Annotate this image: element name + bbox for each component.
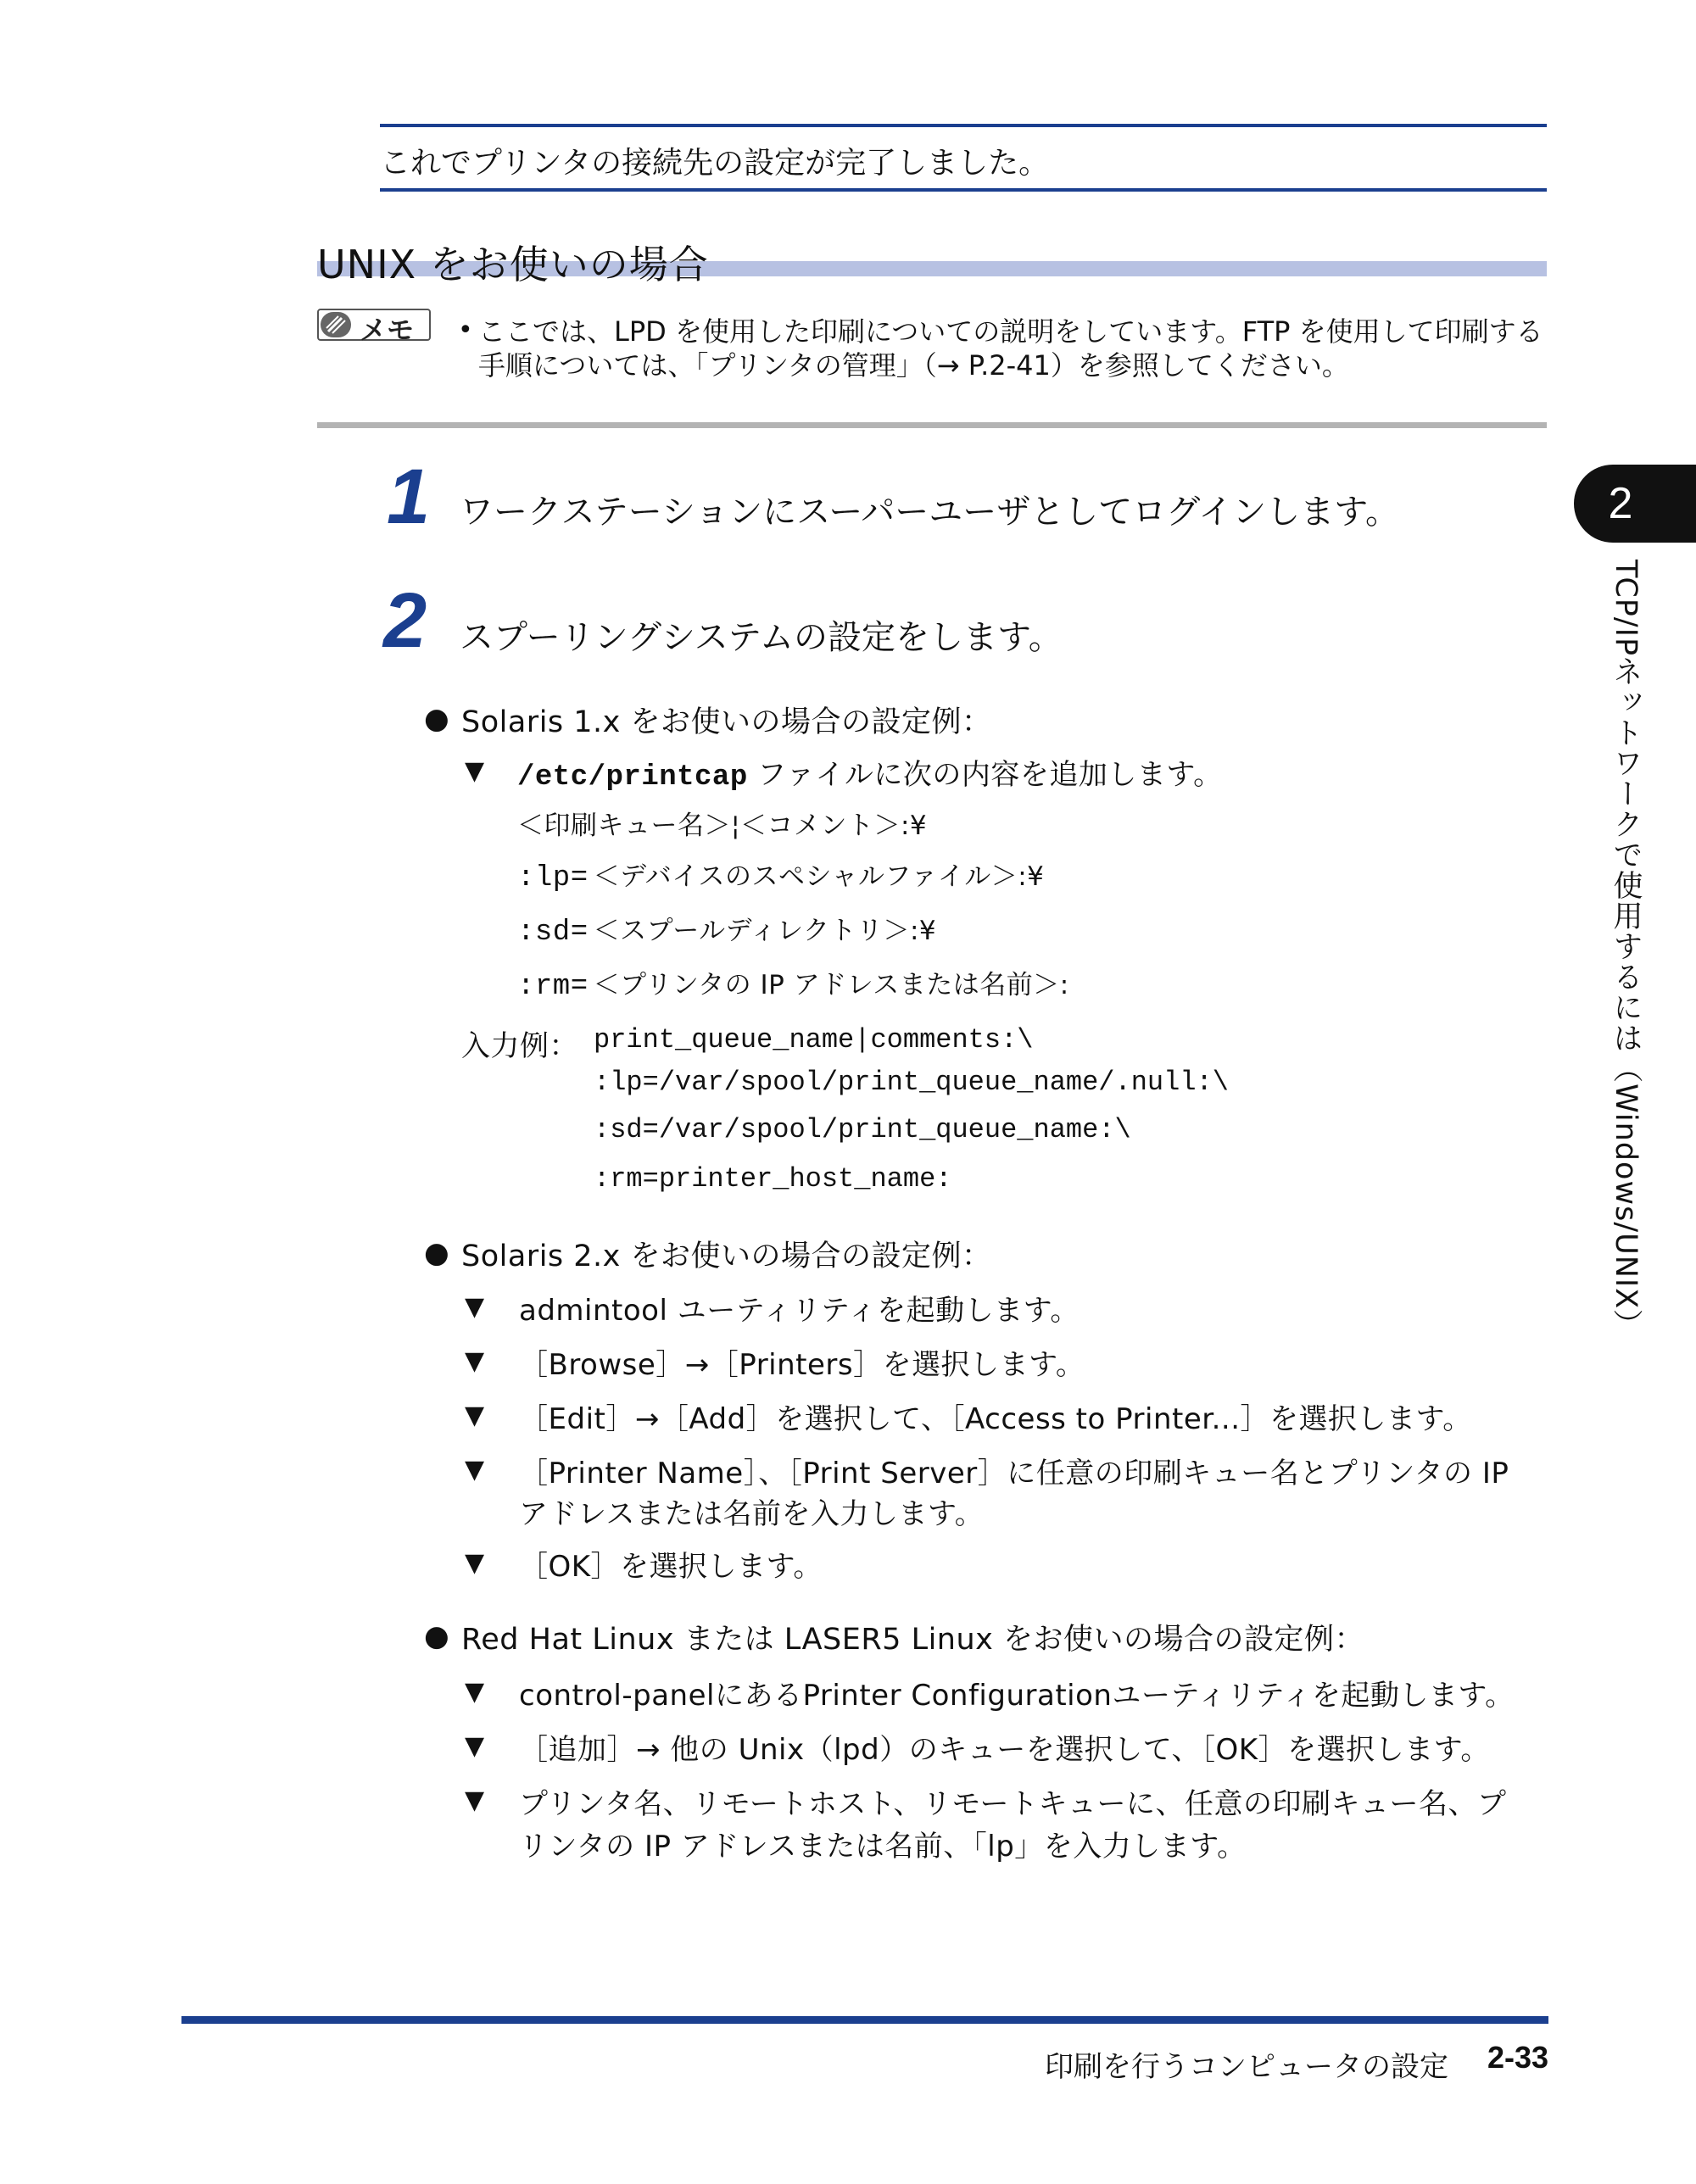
step-text: スプーリングシステムの設定をします。 [460,618,1063,657]
solaris1-heading: Solaris 1.x をお使いの場合の設定例： [461,705,992,739]
triangle-bullet-icon: ▼ [465,1731,485,1761]
chapter-number: 2 [1608,479,1633,528]
memo-badge [317,309,431,346]
triangle-bullet-icon: ▼ [465,1677,485,1707]
solaris2-item: ［Printer Name］、［Print Server］に任意の印刷キュー名とプリンタの IP [519,1457,1509,1490]
printcap-line: ＜印刷キュー名＞¦＜コメント＞:¥ [517,811,928,841]
solaris2-item: admintool ユーティリティを起動します。 [519,1294,1080,1328]
triangle-bullet-icon: ▼ [465,1346,485,1376]
pencil-icon [321,312,351,337]
triangle-bullet-icon: ▼ [465,1786,485,1815]
bullet-icon: ● [424,1236,449,1270]
redhat-item: control-panelにあるPrinter Configurationユーティリティを起動します。 [519,1679,1515,1713]
redhat-item-continued: リンタの IP アドレスまたは名前、「lp」を入力します。 [519,1830,1247,1864]
redhat-item: プリンタ名、リモートホスト、リモートキューに、任意の印刷キュー名、プ [519,1787,1507,1821]
section-title: UNIX をお使いの場合 [317,242,709,287]
chapter-tab [1574,465,1696,543]
redhat-heading: Red Hat Linux または LASER5 Linux をお使いの場合の設定例： [461,1623,1365,1657]
step-number: 2 [383,577,427,664]
solaris2-heading: Solaris 2.x をお使いの場合の設定例： [461,1240,992,1273]
triangle-bullet-icon: ▼ [465,1401,485,1430]
example-code-line: :rm=printer_host_name: [594,1163,952,1195]
completion-text: これでプリンタの接続先の設定が完了しました。 [380,146,1050,181]
completion-box [380,124,1547,192]
solaris2-item: ［OK］を選択します。 [519,1550,823,1584]
solaris2-item-continued: アドレスまたは名前を入力します。 [519,1497,985,1531]
memo-text-line: ここでは、LPD を使用した印刷についての説明をしています。FTP を使用して印刷する [478,315,1543,348]
printcap-instruction [517,751,1223,794]
bullet-icon: ● [424,1619,449,1653]
printcap-file: /etc/printcap [517,761,748,794]
memo-label: メモ [360,314,415,346]
bullet-icon: ● [424,702,449,736]
example-code-line: :sd=/var/spool/print_queue_name:\ [594,1114,1131,1145]
solaris2-item: ［Browse］→［Printers］を選択します。 [519,1348,1085,1382]
page-number: 2-33 [1487,2040,1549,2075]
example-code-line: print_queue_name|comments:\ [594,1024,1034,1056]
triangle-bullet-icon: ▼ [465,756,485,786]
triangle-bullet-icon: ▼ [465,1292,485,1322]
chapter-title: TCP/IPネットワークで使用するには（Windows/UNIX） [1609,560,1643,1340]
solaris2-item: ［Edit］→［Add］を選択して、［Access to Printer...］を選択します。 [519,1402,1472,1436]
triangle-bullet-icon: ▼ [465,1548,485,1578]
printcap-instruction-text: ファイルに次の内容を追加します。 [757,758,1223,792]
printcap-line: :sd= ＜スプールディレクトリ＞:¥ [517,916,937,949]
triangle-bullet-icon: ▼ [465,1455,485,1485]
example-label: 入力例： [461,1029,578,1063]
footer-label: 印刷を行うコンピュータの設定 [1045,2050,1448,2084]
step-text: ワークステーションにスーパーユーザとしてログインします。 [460,493,1399,532]
printcap-line: :lp= ＜デバイスのスペシャルファイル＞:¥ [517,861,1045,894]
example-code-line: :lp=/var/spool/print_queue_name/.null:\ [594,1067,1229,1098]
redhat-item: ［追加］→ 他の Unix（lpd）のキューを選択して、［OK］を選択します。 [519,1733,1490,1767]
memo-text-line: 手順については、「プリンタの管理」（→ P.2-41）を参照してください。 [478,349,1349,382]
step-number: 1 [387,454,431,540]
memo-divider [317,422,1547,428]
footer-divider [181,2016,1548,2024]
printcap-line: :rm= ＜プリンタの IP アドレスまたは名前＞: [517,970,1069,1003]
memo-bullet: • [458,315,473,345]
